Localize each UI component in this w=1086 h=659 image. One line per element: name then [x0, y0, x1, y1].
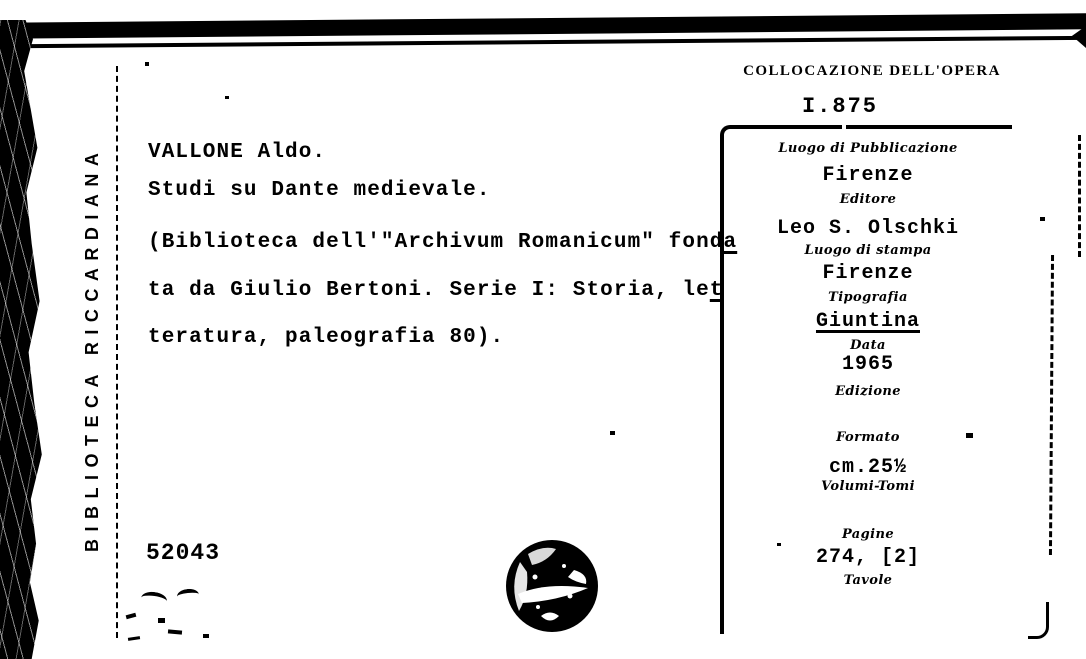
- field-label-edizione: Edizione: [835, 384, 901, 399]
- series-line-1: (Biblioteca dell'"Archivum Romanicum" fonda: [148, 231, 738, 254]
- field-label-formato: Formato: [836, 430, 900, 445]
- series-line-2: ta da Giulio Bertoni. Serie I: Storia, let: [148, 279, 724, 302]
- field-value-tipografia: Giuntina: [815, 310, 920, 333]
- field-label-editore: Editore: [839, 192, 897, 207]
- series-line-3: teratura, paleografia 80).: [148, 326, 505, 349]
- field-label-volumi-tomi: Volumi-Tomi: [821, 479, 915, 494]
- form-bottom-right-corner: [1028, 602, 1049, 639]
- field-label-luogo-di-stampa: Luogo di stampa: [804, 243, 932, 258]
- right-dashed-rule-upper: [1078, 135, 1081, 257]
- field-label-tavole: Tavole: [843, 573, 893, 588]
- author-line: VALLONE Aldo.: [148, 141, 327, 164]
- ink-stamp: [498, 532, 606, 640]
- right-dashed-rule-lower: [1049, 255, 1054, 555]
- shelfmark-value: I.875: [801, 94, 878, 119]
- field-label-tipografia: Tipografia: [828, 290, 908, 305]
- accession-number: 52043: [146, 540, 221, 566]
- field-label-data: Data: [850, 338, 886, 353]
- field-value-pagine: 274, [2]: [815, 546, 920, 569]
- title-line: Studi su Dante medievale.: [148, 179, 491, 202]
- left-dashed-rule: [116, 66, 118, 638]
- form-header-collocazione: COLLOCAZIONE DELL'OPERA: [743, 63, 1001, 79]
- field-value-formato: cm.25½: [828, 456, 907, 479]
- field-value-editore: Leo S. Olschki: [776, 217, 960, 240]
- field-value-luogo-di-pubblicazione: Firenze: [822, 164, 914, 187]
- field-label-luogo-di-pubblicazione: Luogo di Pubblicazione: [778, 141, 958, 156]
- scan-left-edge-band: [0, 20, 44, 659]
- field-value-luogo-di-stampa: Firenze: [822, 262, 914, 285]
- form-fields-column: [722, 0, 1014, 659]
- library-name-vertical: BIBLIOTECA RICCARDIANA: [82, 145, 102, 552]
- field-value-data: 1965: [841, 353, 894, 376]
- field-label-pagine: Pagine: [841, 527, 894, 542]
